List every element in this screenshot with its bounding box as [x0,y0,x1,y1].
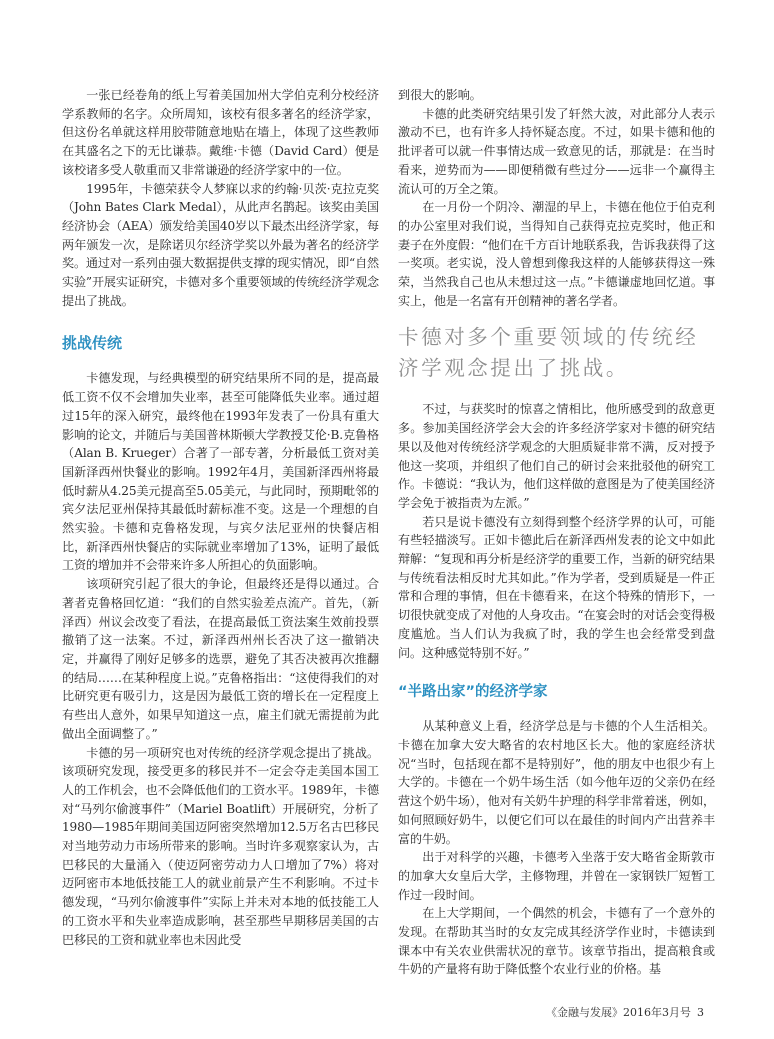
section-heading-challenge-tradition: 挑战传统 [62,334,123,353]
page-number: 3 [697,1006,704,1019]
article-paragraph: 卡德的此类研究结果引发了轩然大波，对此部分人表示激动不已，也有许多人持怀疑态度。不过，如果卡德和他的批评者可以就一件事情达成一致意见的话，那就是：在当时看来，逆势而为——即便稍微有些过分——远非一个赢得主流认可的万全之策。 [398,106,715,196]
article-paragraph: 1995年，卡德荣获令人梦寐以求的约翰·贝茨·克拉克奖（John Bates Clark Medal），从此声名鹊起。该奖由美国经济协会（AEA）颁发给美国40岁以下最杰出经济学家，每两年颁发一次，是除诺贝尔经济学奖以外最为著名的经济学奖。通过对一系列由强大数据提供支撑的现实情况，即“自然实验”开展实证研究，卡德对多个重要领域的传统经济学观念提出了挑战。 [62,181,379,308]
section-heading-career-changer: “半路出家”的经济学家 [398,684,548,701]
right-column [398,86,715,979]
article-paragraph: 不过，与获奖时的惊喜之情相比，他所感受到的敌意更多。参加美国经济学会大会的许多经济学家对卡德的研究结果以及他对传统经济学观念的大胆质疑非常不满，反对授予他这一奖项，并组织了他们自己的研讨会来批驳他的研究工作。卡德说：“我认为，他们这样做的意图是为了使美国经济学会免于被指责为左派。” [398,402,715,510]
article-paragraph: 卡德发现，与经典模型的研究结果所不同的是，提高最低工资不仅不会增加失业率，甚至可能降低失业率。通过超过15年的深入研究，最终他在1993年发表了一份具有重大影响的论文，并随后与美国普林斯顿大学教授艾伦·B.克鲁格（Alan B. Krueger）合著了一部专著，分析最低工资对美国新泽西州快餐业的影响。1992年4月，美国新泽西州将最低时薪从4.25美元提高至5.05美元，与此同时，预期毗邻的宾夕法尼亚州保持其最低时薪标准不变。这是一个理想的自然实验。卡德和克鲁格发现，与宾夕法尼亚州的快餐店相比，新泽西州快餐店的实际就业率增加了13%，证明了最低工资的增加并不会带来许多人所担心的负面影响。 [62,371,379,573]
article-paragraph: 从某种意义上看，经济学总是与卡德的个人生活相关。卡德在加拿大安大略省的农村地区长大。他的家庭经济状况“当时，包括现在都不是特别好”，他的朋友中也很少有上大学的。卡德在一个奶牛场生活（如今他年迈的父亲仍在经营这个奶牛场），他对有关奶牛护理的科学非常着迷，例如，如何照顾好奶牛，以便它们可以在最佳的时间内产出营养丰富的牛奶。 [398,719,715,846]
article-paragraph: 若只是说卡德没有立刻得到整个经济学界的认可，可能有些轻描淡写。正如卡德此后在新泽西州发表的论文中如此辩解：“复现和再分析是经济学的重要工作，当新的研究结果与传统看法相反时尤其如此。”作为学者，受到质疑是一件正常和合理的事情，但在卡德看来，在这个特殊的情形下，一切很快就变成了对他的人身攻击。“在宴会时的对话会变得极度尴尬。当人们认为我疯了时，我的学生也会经常受到盘问。这种感觉特别不好。” [398,514,715,660]
page-footer [540,1004,704,1020]
left-column [62,86,379,949]
article-paragraph: 卡德的另一项研究也对传统的经济学观念提出了挑战。该项研究发现，接受更多的移民并不一定会夺走美国本国工人的工作机会，也不会降低他们的工资水平。1989年，卡德对“马列尔偷渡事件”（Mariel Boatlift）开展研究，分析了1980—1985年期间美国迈阿密突然增加12.5万名古巴移民对当地劳动力市场所带来的影响。当时许多观察家认为，古巴移民的大量涌入（使迈阿密劳动力人口增加了7%）将对迈阿密市本地低技能工人的就业前景产生不利影响。不过卡德发现，“马列尔偷渡事件”实际上并未对本地的低技能工人的工资水平和失业率造成影响，甚至那些早期移居美国的古巴移民的工资和就业率也未因此受 [62,745,379,947]
article-paragraph: 在一月份一个阴冷、潮湿的早上，卡德在他位于伯克利的办公室里对我们说，当得知自己获得克拉克奖时，他正和妻子在外度假：“他们在千方百计地联系我，告诉我获得了这一奖项。老实说，没人曾想到像我这样的人能够获得这一殊荣，当然我自己也从未想过这一点。”卡德谦虚地回忆道。事实上，他是一名富有开创精神的著名学者。 [398,200,715,308]
article-paragraph: 出于对科学的兴趣，卡德考入坐落于安大略省金斯敦市的加拿大女皇后大学，主修物理，并曾在一家钢铁厂短暂工作过一段时间。 [398,850,715,902]
article-paragraph: 一张已经卷角的纸上写着美国加州大学伯克利分校经济学系教师的名字。众所周知，该校有很多著名的经济学家，但这份名单就这样用胶带随意地贴在墙上，体现了这些教师在其盛名之下的无比谦恭。戴维·卡德（David Card）便是该校诸多受人敬重而又非常谦逊的经济学家中的一位。 [62,88,379,177]
publication-name: 《金融与发展》2016年3月号 [546,1006,691,1019]
article-paragraph: 在上大学期间，一个偶然的机会，卡德有了一个意外的发现。在帮助其当时的女友完成其经济学作业时，卡德读到课本中有关农业供需状况的章节。该章节指出，提高粮食或牛奶的产量将有助于降低整个农业行业的价格。基 [398,906,715,977]
article-paragraph-continued: 到很大的影响。 [398,88,482,102]
pull-quote: 卡德对多个重要领域的传统经济学观念提出了挑战。 [398,325,699,381]
article-paragraph: 该项研究引起了很大的争论，但最终还是得以通过。合著者克鲁格回忆道：“我们的自然实验差点流产。首先，（新泽西）州议会改变了看法，在提高最低工资法案生效前投票撤销了这一法案。不过，新泽西州州长否决了这一撤销决定，并赢得了刚好足够多的选票，避免了其否决被再次推翻的结局……在某种程度上说。”克鲁格指出：“这使得我们的对比研究更有吸引力，这是因为最低工资的增长在一定程度上有些出人意外，如果早知道这一点，雇主们就无需提前为此做出全面调整了。” [62,577,379,741]
